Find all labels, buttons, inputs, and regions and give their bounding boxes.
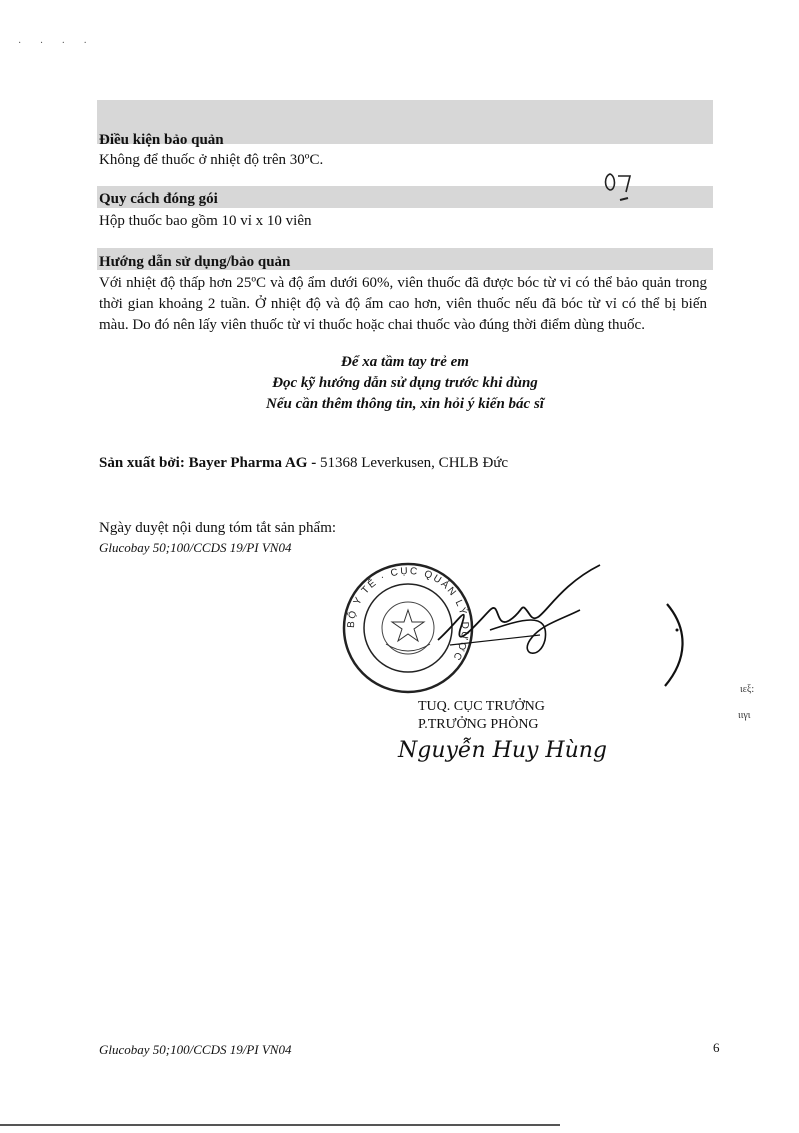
signatory-title-2: P.TRƯỞNG PHÒNG	[418, 717, 539, 732]
storage-heading: Điều kiện bảo quản	[99, 132, 224, 148]
approval-label: Ngày duyệt nội dung tóm tắt sản phẩm:	[99, 520, 337, 536]
producer-label: Sản xuất bởi:	[99, 455, 185, 471]
usage-text: Với nhiệt độ thấp hơn 25ºC và độ ẩm dưới 60%, viên thuốc đã được bóc từ vỉ có thể bảo quản trong thời gian khoảng 2 tuần. Ở nhiệt độ và độ ẩm cao hơn, viên thuốc nếu đã bóc từ vỉ có thể bị biến màu. Do đó nên lấy viên thuốc từ vỉ thuốc hoặc chai thuốc vào đúng thời điểm dùng thuốc.	[99, 275, 707, 333]
page-number: 6	[713, 1040, 720, 1055]
stamp-text: BỘ Y TẾ · CỤC QUẢN LÝ DƯỢC	[345, 565, 471, 664]
producer-line	[99, 455, 508, 472]
approval-ref: Glucobay 50;100/CCDS 19/PI VN04	[99, 540, 292, 555]
signature-icon	[430, 560, 610, 670]
footer-reference: Glucobay 50;100/CCDS 19/PI VN04	[99, 1042, 292, 1057]
signatory-name: Nguyễn Huy Hùng	[398, 738, 608, 763]
bracket-mark-icon	[655, 600, 695, 690]
warning-line-1: Để xa tầm tay trẻ em	[341, 354, 469, 370]
warning-line-2: Đọc kỹ hướng dẫn sử dụng trước khi dùng	[272, 375, 538, 391]
handwritten-mark-icon	[600, 168, 640, 208]
signatory-title-1: TUQ. CỤC TRƯỞNG	[418, 699, 545, 714]
margin-note-1: ιεξ:	[740, 684, 755, 695]
usage-heading: Hướng dẫn sử dụng/bảo quản	[99, 254, 291, 270]
margin-note-2: ιιγι	[738, 710, 751, 721]
storage-text: Không để thuốc ở nhiệt độ trên 30ºC.	[99, 152, 324, 168]
packaging-text: Hộp thuốc bao gồm 10 vỉ x 10 viên	[99, 213, 312, 229]
packaging-heading: Quy cách đóng gói	[99, 191, 218, 207]
producer-address: 51368 Leverkusen, CHLB Đức	[319, 455, 509, 471]
scan-specks: · · · ·	[18, 38, 95, 49]
producer-company: Bayer Pharma AG -	[188, 455, 317, 471]
footer-divider	[0, 1124, 560, 1126]
warning-line-3: Nếu cần thêm thông tin, xin hỏi ý kiến bác sĩ	[266, 396, 544, 412]
